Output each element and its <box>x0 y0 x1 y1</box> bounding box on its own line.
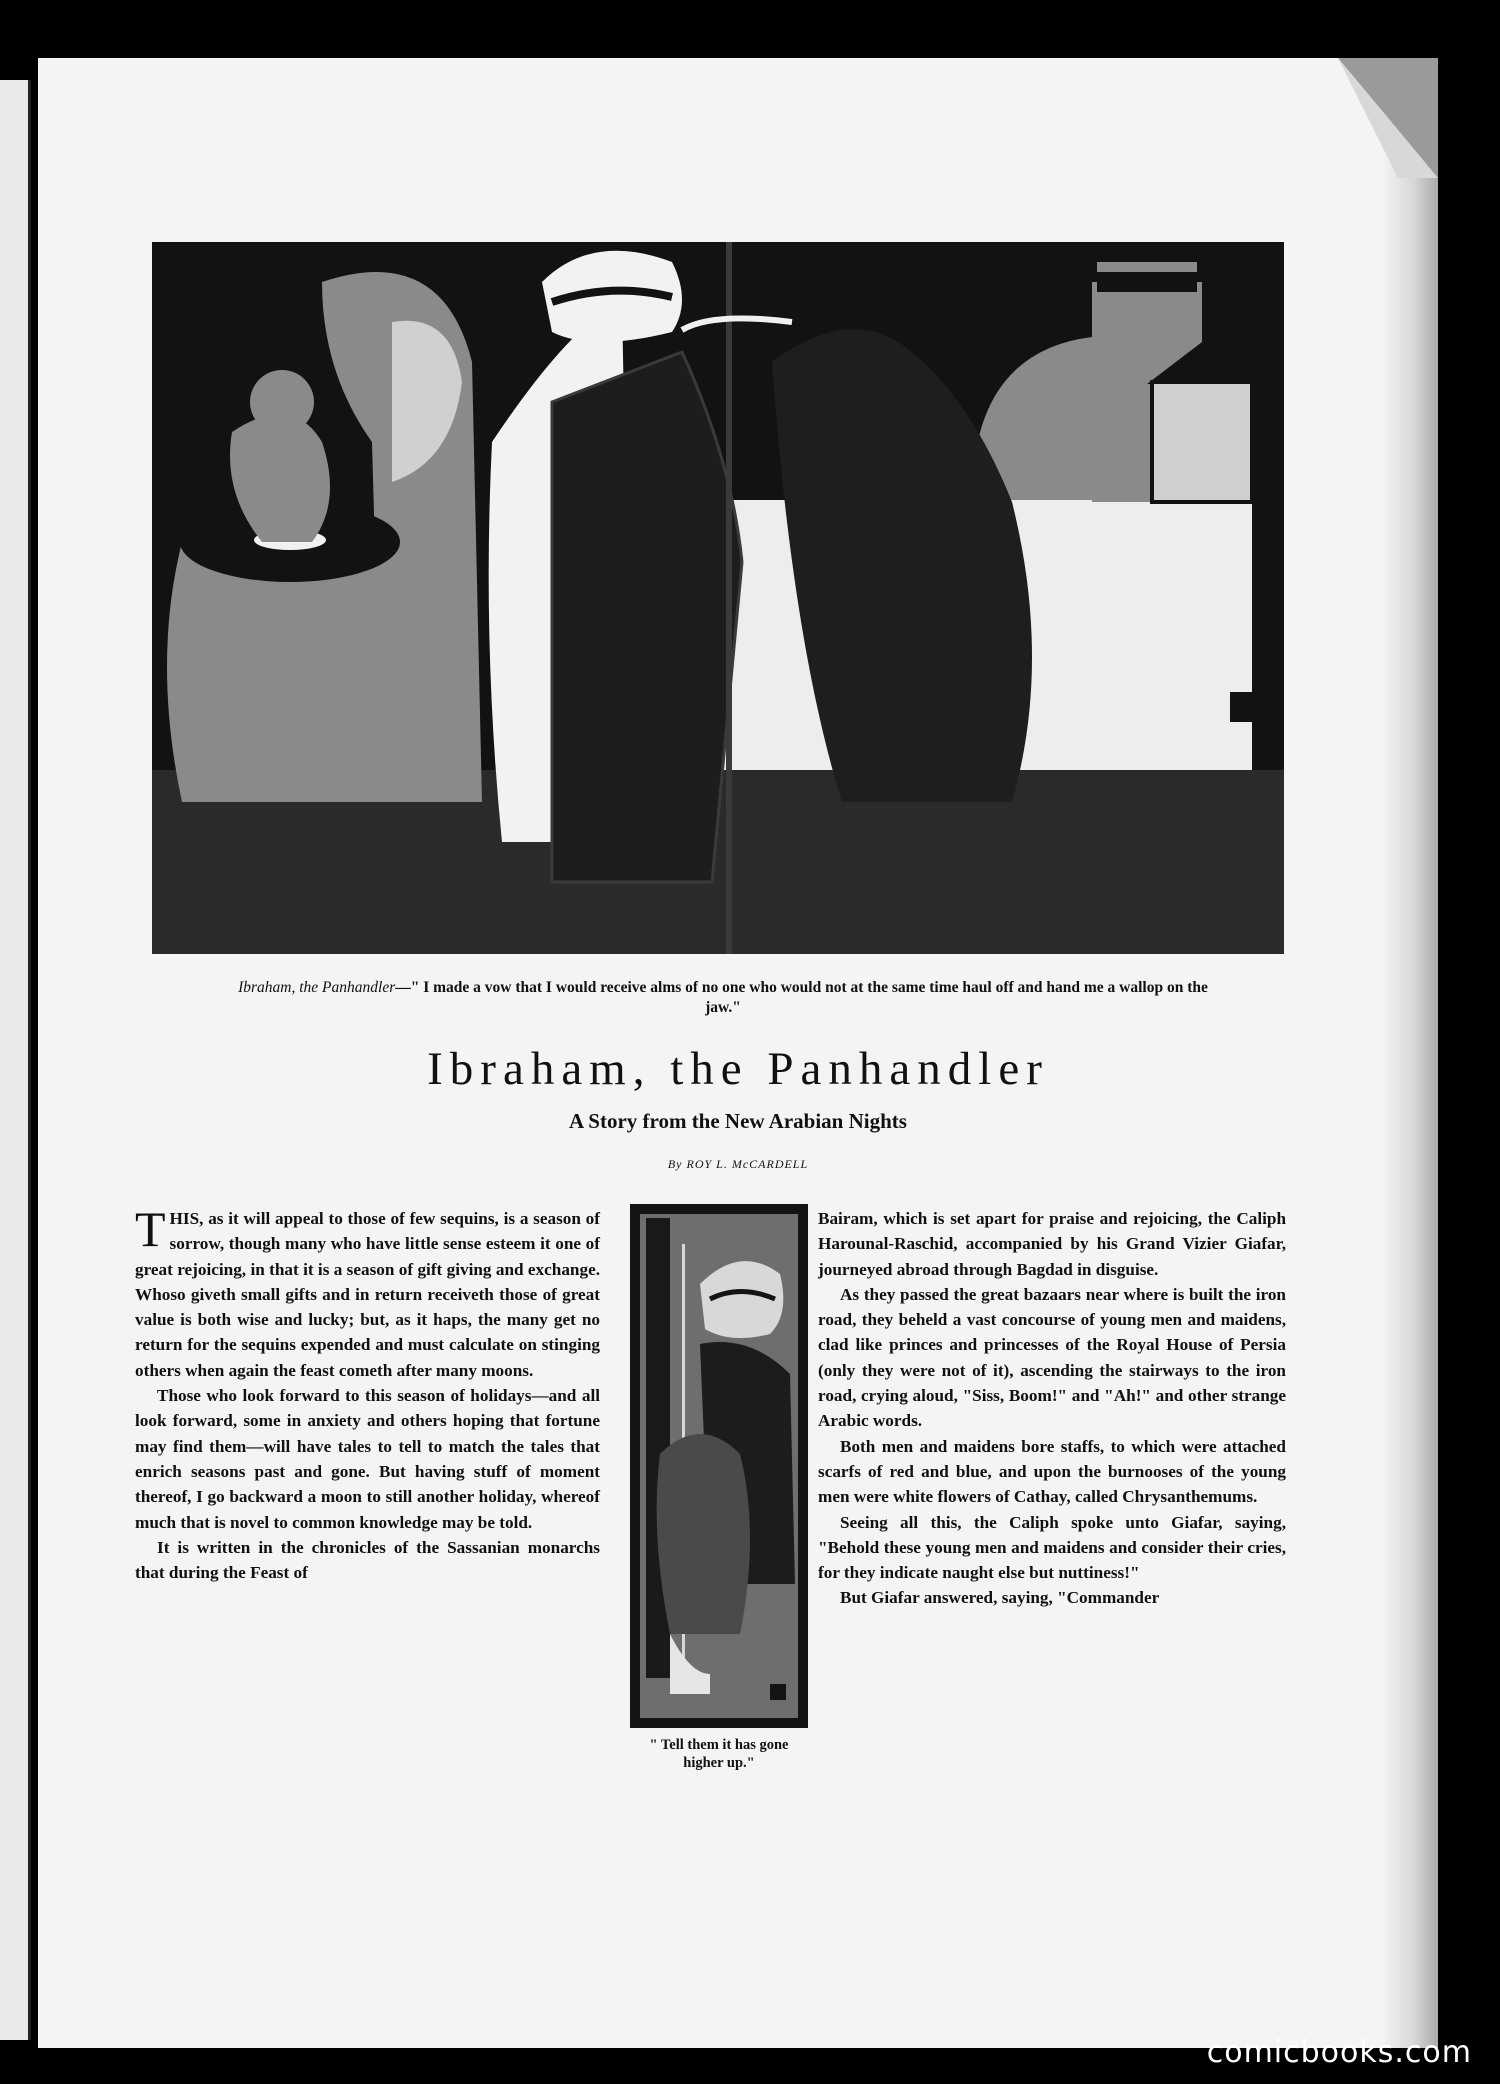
paragraph <box>135 1201 600 1383</box>
watermark-text: comicbooks.com <box>1206 2035 1472 2070</box>
inset-illustration <box>630 1204 808 1728</box>
paragraph: Those who look forward to this season of holidays—and all look forward, some in anxiety and others hoping that fortune may find them—will have tales to tell to match the tales that enrich seasons past and gone. But having stuff of moment thereof, I go backward a moon to still another holiday, whereof much that is novel to common knowledge may be told. <box>135 1386 600 1532</box>
paragraph: Seeing all this, the Caliph spoke unto Giafar, saying, "Behold these young men and maidens and consider their cries, for they indicate naught else but nuttiness!" <box>818 1512 1286 1583</box>
page-corner-fold <box>1338 58 1438 178</box>
hero-caption-text: —" I made a vow that I would receive alms of no one who would not at the same time haul off and hand me a wallop on the jaw." <box>395 979 1208 1016</box>
article-subtitle: A Story from the New Arabian Nights <box>569 1109 907 1133</box>
drop-cap: T <box>135 1201 166 1257</box>
hero-illustration-art <box>152 242 1284 954</box>
hero-illustration <box>152 242 1284 954</box>
article-title: Ibraham, the Panhandler <box>427 1043 1049 1095</box>
paragraph: It is written in the chronicles of the Sassanian monarchs that during the Feast of <box>135 1537 600 1583</box>
paragraph: Bairam, which is set apart for praise and rejoicing, the Caliph Harounal-Raschid, accompanied by his Grand Vizier Giafar, journeyed abroad through Bagdad in disguise. <box>818 1209 1286 1279</box>
hero-caption <box>238 978 1208 1018</box>
left-text-column <box>135 1201 600 1585</box>
paragraph: Both men and maidens bore staffs, to which were attached scarfs of red and blue, and upon the burnooses of the young men were white flowers of Cathay, called Chrysanthemums. <box>818 1436 1286 1507</box>
magazine-page <box>38 58 1438 2048</box>
byline: By ROY L. McCARDELL <box>667 1157 809 1171</box>
inset-illustration-art <box>630 1204 808 1728</box>
inset-caption: " Tell them it has gone higher up." <box>649 1737 789 1771</box>
hero-caption-italic: Ibraham, the Panhandler <box>238 979 396 996</box>
left-page-edge <box>0 80 31 2040</box>
paragraph: But Giafar answered, saying, "Commander <box>840 1588 1160 1608</box>
right-text-column <box>818 1206 1286 1611</box>
paragraph-text: HIS, as it will appeal to those of few sequins, is a season of sorrow, though many who have little sense esteem it one of great rejoicing, in that it is a season of gift giving and exchange. Whoso giveth small gifts and in return receiveth those of great value is both wise and lucky; but, as it haps, the many get no return for the sequins expended and must calculate on stinging others when again the feast cometh after many moons. <box>135 1209 600 1380</box>
paragraph: As they passed the great bazaars near where is built the iron road, they beheld a vast concourse of young men and maidens, clad like princes and princesses of the Royal House of Persia (only they were not of it), ascending the stairways to the iron road, crying aloud, "Siss, Boom!" and "Ah!" and other strange Arabic words. <box>818 1284 1286 1431</box>
